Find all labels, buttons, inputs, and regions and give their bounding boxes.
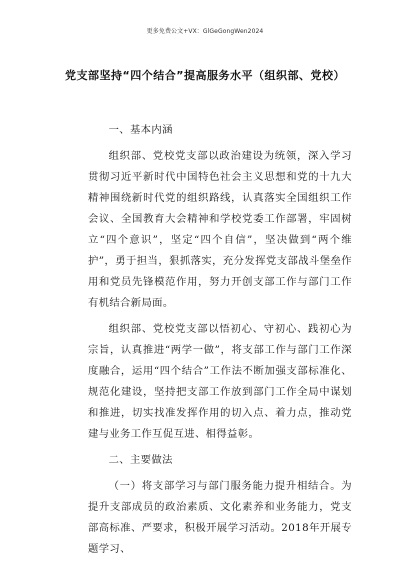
header-banner: 更多免费公文+VX：GlGeGongWen2024 [146, 28, 264, 35]
document-title: 党支部坚持“四个结合”提高服务水平（组织部、党校） [65, 69, 345, 82]
paragraph-1: 组织部、党校党支部以政治建设为统领，深入学习贯彻习近平新时代中国特色社会主义思想和党的十九大精神围绕新时代党的组织路线，认真落实全国组织工作会议、全国教育大会精神和学校党委工作部署，牢固树立“四个意识”，坚定“四个自信”，坚决做到“两个维护”，勇于担当，狠抓落实，充分发挥党支部战斗堡垒作用和党员先锋模范作用，努力开创支部工作与部门工作有机结合新局面。 [88, 150, 352, 309]
paragraph-3: （一）将支部学习与部门服务能力提升相结合。为提升支部成员的政治素质、文化素养和业务能力，党支部高标准、严要求，积极开展学习活动。2018年开展专题学习、 [88, 480, 352, 555]
paragraph-2: 组织部、党校党支部以悟初心、守初心、践初心为宗旨，认真推进“两学一做”，将支部工作与部门工作深度融合，运用“四个结合”工作法不断加强支部标准化、规范化建设，坚持把支部工作放到部门工作全局中谋划和推进，切实找准发挥作用的切入点、着力点，推动党建与业务工作互促互进、相得益彰。 [88, 323, 352, 440]
section-heading-basic: 一、基本内涵 [108, 124, 173, 136]
document-body [88, 120, 352, 560]
section-heading-practice: 二、主要做法 [108, 454, 173, 466]
